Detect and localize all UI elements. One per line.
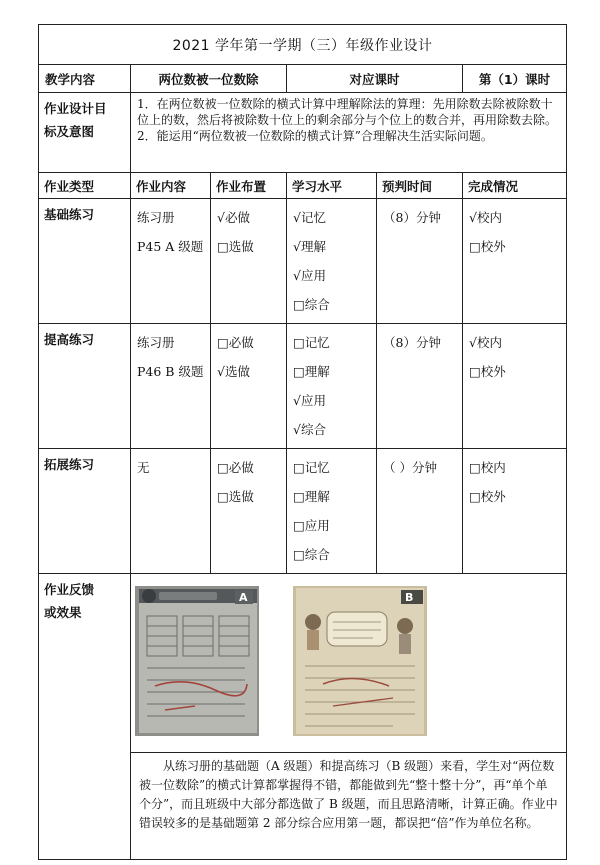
level-option: □记忆 xyxy=(293,335,330,350)
svg-text:A: A xyxy=(239,591,248,604)
status-option: □校外 xyxy=(469,239,506,254)
table-row xyxy=(39,449,567,574)
goals-label-line1: 作业设计目 xyxy=(44,101,107,116)
assign-option: □选做 xyxy=(217,489,254,504)
feedback-photos xyxy=(131,574,567,753)
row-content xyxy=(131,199,211,324)
table-row xyxy=(39,324,567,449)
row-status xyxy=(463,449,567,574)
row-type: 拓展练习 xyxy=(39,449,131,574)
content-line: 练习册 xyxy=(137,335,175,350)
content-line: P46 B 级题 xyxy=(137,364,204,379)
level-option: □应用 xyxy=(293,518,330,533)
row-content xyxy=(131,449,211,574)
column-header-status: 完成情况 xyxy=(463,173,567,199)
status-option: √校内 xyxy=(469,335,502,350)
row-time xyxy=(377,449,463,574)
level-option: √应用 xyxy=(293,268,326,283)
row-content xyxy=(131,324,211,449)
row-assign xyxy=(211,199,287,324)
workbook-photo-a-image xyxy=(135,586,259,736)
level-option: □记忆 xyxy=(293,460,330,475)
level-option: □理解 xyxy=(293,489,330,504)
lesson-label: 对应课时 xyxy=(287,65,463,93)
column-header-assign: 作业布置 xyxy=(211,173,287,199)
time-value: （ ）分钟 xyxy=(383,460,437,475)
svg-text:B: B xyxy=(405,591,414,604)
time-value: （8）分钟 xyxy=(383,210,441,225)
content-line: 无 xyxy=(137,460,150,475)
assign-option: √必做 xyxy=(217,210,250,225)
column-header-level: 学习水平 xyxy=(287,173,377,199)
assign-option: □必做 xyxy=(217,460,254,475)
time-value: （8）分钟 xyxy=(383,335,441,350)
workbook-photo-a xyxy=(135,586,259,736)
level-option: √记忆 xyxy=(293,210,326,225)
level-option: √理解 xyxy=(293,239,326,254)
row-status xyxy=(463,324,567,449)
row-time xyxy=(377,324,463,449)
row-type: 提高练习 xyxy=(39,324,131,449)
level-option: √应用 xyxy=(293,393,326,408)
goals-text xyxy=(131,93,567,173)
level-option: □综合 xyxy=(293,297,330,312)
row-levels xyxy=(287,199,377,324)
feedback-label-line2: 或效果 xyxy=(44,605,82,620)
lesson-value: 第（1）课时 xyxy=(463,65,567,93)
teaching-content-value: 两位数被一位数除 xyxy=(131,65,287,93)
row-type: 基础练习 xyxy=(39,199,131,324)
row-levels xyxy=(287,324,377,449)
sheet-title: 2021 学年第一学期（三）年级作业设计 xyxy=(39,25,567,65)
goals-label-line2: 标及意图 xyxy=(44,124,95,139)
column-header-content: 作业内容 xyxy=(131,173,211,199)
table-row xyxy=(39,199,567,324)
column-header-time: 预判时间 xyxy=(377,173,463,199)
status-option: √校内 xyxy=(469,210,502,225)
status-option: □校外 xyxy=(469,364,506,379)
workbook-photo-b-image xyxy=(293,586,427,736)
teaching-content-label: 教学内容 xyxy=(39,65,131,93)
content-line: 练习册 xyxy=(137,210,175,225)
row-assign xyxy=(211,449,287,574)
status-option: □校外 xyxy=(469,489,506,504)
assign-option: √选做 xyxy=(217,364,250,379)
level-option: □综合 xyxy=(293,547,330,562)
feedback-text: 从练习册的基础题（A 级题）和提高练习（B 级题）来看，学生对“两位数被一位数除”的横式计算都掌握得不错，都能做到先“整十整十分”，再“单个单个分”，而且班级中大部分都选做了 B 级题，而且思路清晰，计算正确。作业中错误较多的是基础题第 2 部分综合应用第一题，都误把“倍”作为单位名称。 xyxy=(131,753,567,860)
homework-design-sheet xyxy=(38,24,566,860)
row-status xyxy=(463,199,567,324)
assign-option: □必做 xyxy=(217,335,254,350)
status-option: □校内 xyxy=(469,460,506,475)
feedback-label-line1: 作业反馈 xyxy=(44,582,95,597)
goals-label xyxy=(39,93,131,173)
level-option: □理解 xyxy=(293,364,330,379)
assign-option: □选做 xyxy=(217,239,254,254)
row-levels xyxy=(287,449,377,574)
level-option: √综合 xyxy=(293,422,326,437)
workbook-photo-b xyxy=(293,586,427,736)
goal-item-1: 1．在两位数被一位数除的横式计算中理解除法的算理：先用除数去除被除数十位上的数，然后将被除数十位上的剩余部分与个位上的数合并，再用除数去除。 xyxy=(137,97,558,127)
column-header-type: 作业类型 xyxy=(39,173,131,199)
homework-design-table xyxy=(38,24,567,860)
row-time xyxy=(377,199,463,324)
goal-item-2: 2．能运用“两位数被一位数除的横式计算”合理解决生活实际问题。 xyxy=(137,129,493,143)
row-assign xyxy=(211,324,287,449)
content-line: P45 A 级题 xyxy=(137,239,204,254)
feedback-label xyxy=(39,574,131,860)
